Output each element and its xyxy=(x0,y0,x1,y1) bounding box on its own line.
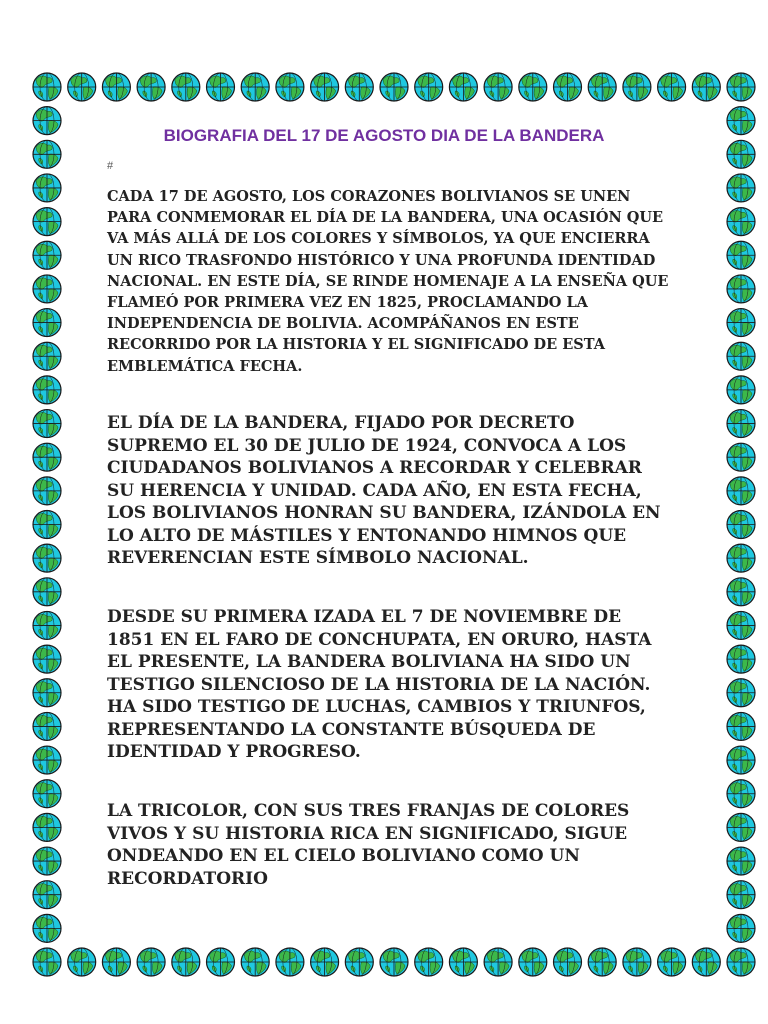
globe-icon xyxy=(415,73,443,101)
globe-icon xyxy=(519,948,547,976)
globe-icon xyxy=(137,948,165,976)
globe-icon xyxy=(727,611,755,639)
globe-icon xyxy=(727,73,755,101)
paragraph-2: EL DÍA DE LA BANDERA, FIJADO POR DECRETO SUPREMO EL 30 DE JULIO DE 1924, CONVOCA A LOS CIUDADANOS BOLIVIANOS A RECORDAR Y CELEBRAR SU HERENCIA Y UNIDAD. CADA AÑO, EN ESTA FECHA, LOS BOLIVIANOS HONRAN SU BANDERA, IZÁNDOLA EN LO ALTO DE MÁSTILES Y ENTONANDO HIMNOS QUE REVERENCIAN ESTE SÍMBOLO NACIONAL. xyxy=(107,413,661,568)
globe-icon xyxy=(33,645,61,673)
globe-icon xyxy=(311,73,339,101)
globe-icon xyxy=(658,73,686,101)
globe-icon xyxy=(33,948,61,976)
globe-icon xyxy=(727,443,755,471)
globe-icon xyxy=(68,73,96,101)
globe-icon xyxy=(727,241,755,269)
globe-icon xyxy=(33,611,61,639)
paragraph-4: LA TRICOLOR, CON SUS TRES FRANJAS DE COLORES VIVOS Y SU HISTORIA RICA EN SIGNIFICADO, SIGUE ONDEANDO EN EL CIELO BOLIVIANO COMO UN RECORDATORIO xyxy=(107,801,630,889)
paragraph-1: CADA 17 DE AGOSTO, LOS CORAZONES BOLIVIANOS SE UNEN PARA CONMEMORAR EL DÍA DE LA BANDERA, UNA OCASIÓN QUE VA MÁS ALLÁ DE LOS COLORES Y SÍMBOLOS, YA QUE ENCIERRA UN RICO TRASFONDO HISTÓRICO Y UNA PROFUNDA IDENTIDAD NACIONAL. EN ESTE DÍA, SE RINDE HOMENAJE A LA ENSEÑA QUE FLAMEÓ POR PRIMERA VEZ EN 1825, PROCLAMANDO LA INDEPENDENCIA DE BOLIVIA. ACOMPÁÑANOS EN ESTE RECORRIDO POR LA HISTORIA Y EL SIGNIFICADO DE ESTA EMBLEMÁTICA FECHA. xyxy=(107,188,669,375)
globe-icon xyxy=(554,948,582,976)
paragraph-3: DESDE SU PRIMERA IZADA EL 7 DE NOVIEMBRE DE 1851 EN EL FARO DE CONCHUPATA, EN ORURO, HASTA EL PRESENTE, LA BANDERA BOLIVIANA HA SIDO UN TESTIGO SILENCIOSO DE LA HISTORIA DE LA NACIÓN. HA SIDO TESTIGO DE LUCHAS, CAMBIOS Y TRIUNFOS, REPRESENTANDO LA CONSTANTE BÚSQUEDA DE IDENTIDAD Y PROGRESO. xyxy=(107,607,652,762)
globe-icon xyxy=(33,174,61,202)
globe-icon xyxy=(727,746,755,774)
globe-icon xyxy=(727,477,755,505)
globe-icon xyxy=(68,948,96,976)
globe-icon xyxy=(172,948,200,976)
globe-icon xyxy=(449,73,477,101)
globe-icon xyxy=(33,410,61,438)
globe-icon xyxy=(33,544,61,572)
globe-icon xyxy=(33,208,61,236)
globe-icon xyxy=(33,241,61,269)
page-title: BIOGRAFIA DEL 17 DE AGOSTO DIA DE LA BANDERA xyxy=(163,126,605,145)
globe-icon xyxy=(33,813,61,841)
globe-icon xyxy=(484,948,512,976)
globe-icon xyxy=(727,342,755,370)
globe-icon xyxy=(727,309,755,337)
globe-icon xyxy=(102,948,130,976)
globe-icon xyxy=(137,73,165,101)
globe-icon xyxy=(727,948,755,976)
globe-icon xyxy=(33,746,61,774)
globe-icon xyxy=(311,948,339,976)
globe-icon xyxy=(33,881,61,909)
globe-icon xyxy=(207,73,235,101)
globe-icon xyxy=(727,679,755,707)
globe-icon xyxy=(33,376,61,404)
globe-icon xyxy=(727,881,755,909)
globe-icon xyxy=(380,948,408,976)
globe-icon xyxy=(102,73,130,101)
globe-icon xyxy=(727,645,755,673)
globe-icon xyxy=(449,948,477,976)
globe-icon xyxy=(727,914,755,942)
globe-icon xyxy=(33,342,61,370)
globe-icon xyxy=(692,948,720,976)
globe-icon xyxy=(345,73,373,101)
globe-icon xyxy=(727,376,755,404)
globe-icon xyxy=(33,309,61,337)
globe-icon xyxy=(172,73,200,101)
globe-icon xyxy=(33,914,61,942)
globe-icon xyxy=(692,73,720,101)
globe-icon xyxy=(276,948,304,976)
globe-icon xyxy=(727,847,755,875)
globe-icon xyxy=(33,477,61,505)
globe-icon xyxy=(727,208,755,236)
globe-icon xyxy=(727,813,755,841)
paragraph-marker: # xyxy=(107,160,114,172)
globe-icon xyxy=(33,140,61,168)
globe-icon xyxy=(33,679,61,707)
globe-icon xyxy=(33,578,61,606)
globe-icon xyxy=(727,275,755,303)
globe-icon xyxy=(727,174,755,202)
globe-icon xyxy=(33,73,61,101)
globe-icon xyxy=(727,140,755,168)
globe-icon xyxy=(33,107,61,135)
globe-icon xyxy=(276,73,304,101)
globe-icon xyxy=(345,948,373,976)
globe-icon xyxy=(727,578,755,606)
globe-icon xyxy=(33,780,61,808)
globe-icon xyxy=(554,73,582,101)
globe-icon xyxy=(415,948,443,976)
globe-icon xyxy=(623,73,651,101)
globe-icon xyxy=(33,275,61,303)
globe-icon xyxy=(33,511,61,539)
globe-icon xyxy=(380,73,408,101)
globe-icon xyxy=(33,712,61,740)
globe-icon xyxy=(727,511,755,539)
globe-icon xyxy=(727,712,755,740)
globe-icon xyxy=(727,780,755,808)
globe-icon xyxy=(241,73,269,101)
globe-icon xyxy=(727,107,755,135)
globe-icon xyxy=(727,544,755,572)
globe-icon xyxy=(588,948,616,976)
globe-icon xyxy=(33,847,61,875)
globe-icon xyxy=(207,948,235,976)
globe-icon xyxy=(658,948,686,976)
globe-icon xyxy=(588,73,616,101)
globe-icon xyxy=(623,948,651,976)
globe-icon xyxy=(727,410,755,438)
globe-icon xyxy=(241,948,269,976)
globe-icon xyxy=(484,73,512,101)
globe-icon xyxy=(519,73,547,101)
globe-icon xyxy=(33,443,61,471)
